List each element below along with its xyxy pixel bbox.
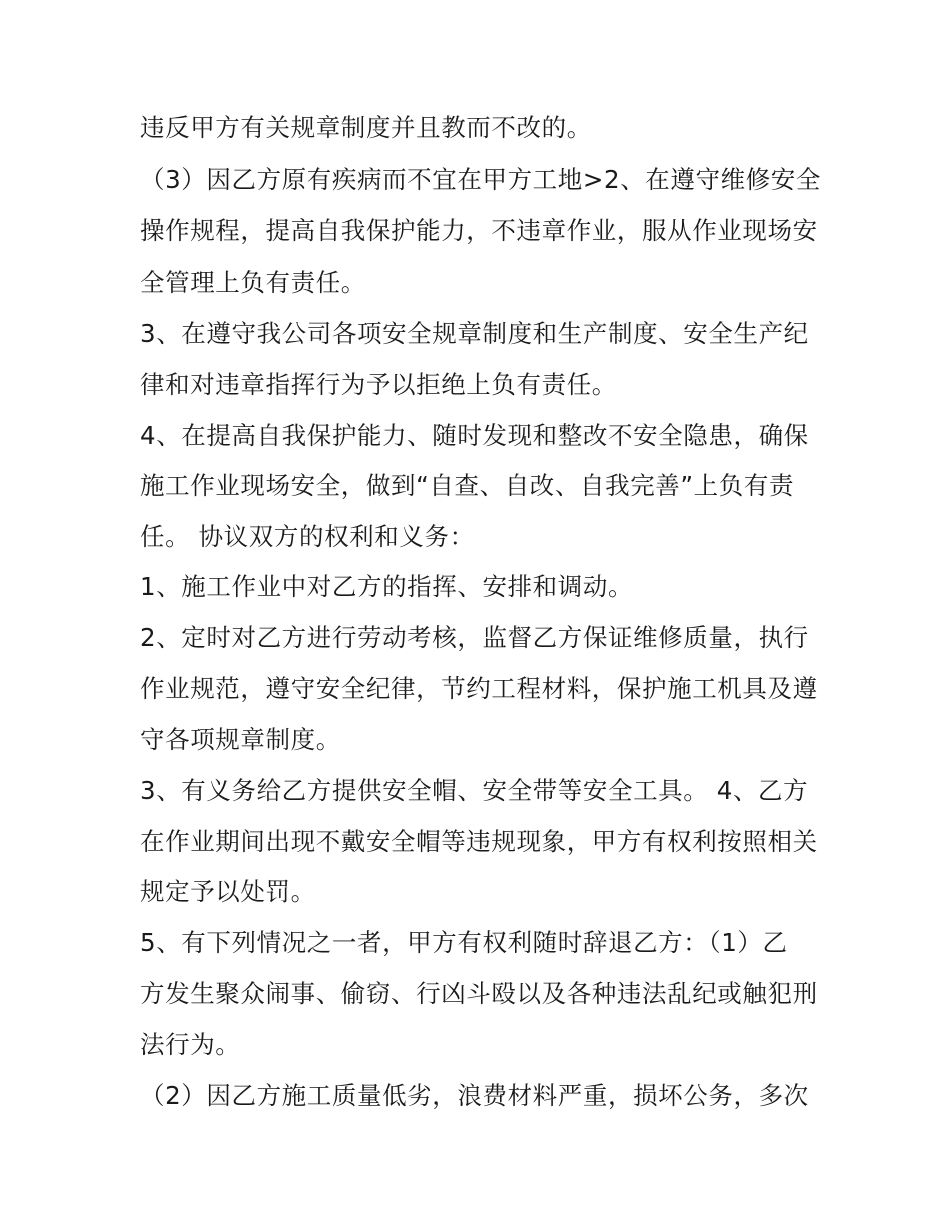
- text-line: 法行为。: [140, 1030, 241, 1059]
- text-line: 在作业期间出现不戴安全帽等违规现象，甲方有权利按照相关: [140, 827, 818, 856]
- text-line: 律和对违章指挥行为予以拒绝上负有责任。: [140, 370, 617, 399]
- text-line: 规定予以处罚。: [140, 877, 316, 906]
- text-line: （2）因乙方施工质量低劣，浪费材料严重，损坏公务，多次: [140, 1081, 809, 1110]
- text-line: 4、在提高自我保护能力、随时发现和整改不安全隐患，确保: [140, 421, 809, 450]
- text-line: 全管理上负有责任。: [140, 268, 366, 297]
- text-line: 5、有下列情况之一者，甲方有权利随时辞退乙方：（1）乙: [140, 928, 788, 957]
- text-line: 1、施工作业中对乙方的指挥、安排和调动。: [140, 572, 634, 601]
- text-line: 违反甲方有关规章制度并且教而不改的。: [140, 113, 592, 142]
- text-line: 方发生聚众闹事、偷窃、行凶斗殴以及各种违法乱纪或触犯刑: [140, 979, 818, 1008]
- text-line: 3、在遵守我公司各项安全规章制度和生产制度、安全生产纪: [140, 319, 809, 348]
- text-line: （3）因乙方原有疾病而不宜在甲方工地>2、在遵守维修安全: [140, 165, 822, 194]
- text-line: 作业规范，遵守安全纪律，节约工程材料，保护施工机具及遵: [140, 674, 818, 703]
- text-line: 2、定时对乙方进行劳动考核，监督乙方保证维修质量，执行: [140, 623, 809, 652]
- text-line: 施工作业现场安全，做到“自查、自改、自我完善”上负有责: [140, 471, 795, 500]
- text-line: 操作规程，提高自我保护能力，不违章作业，服从作业现场安: [140, 216, 818, 245]
- text-line: 3、有义务给乙方提供安全帽、安全带等安全工具。 4、乙方: [140, 776, 809, 805]
- text-line: 任。 协议双方的权利和义务：: [140, 522, 475, 551]
- text-line: 守各项规章制度。: [140, 725, 341, 754]
